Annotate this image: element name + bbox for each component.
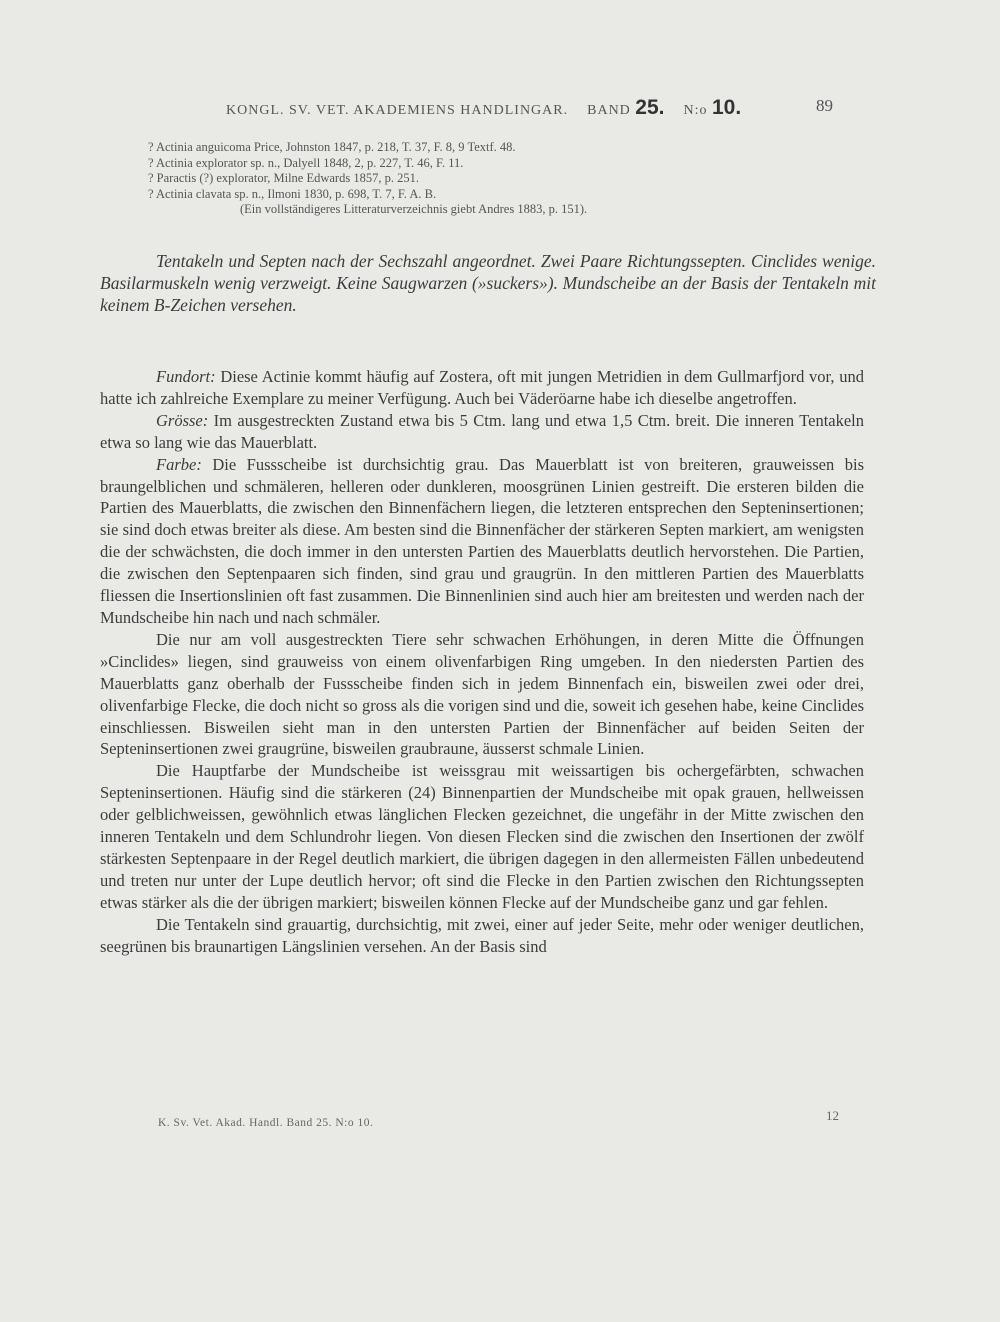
body-text bbox=[100, 366, 864, 957]
farbe-text: Die Fussscheibe ist durchsichtig grau. Das Mauerblatt ist von breiteren, grauweissen bis braungelblichen und schmäleren, helleren oder dunkleren, moosgrünen Linien gestreift. Die ersteren bilden die Partien des Mauerblatts, die zwischen den Binnenfächern liegen, die letzteren entsprechen den Septeninsertionen; sie sind doch etwas breiter als diese. Am besten sind die Binnenfächer der stärkeren Septen markiert, am wenigsten die der schwächsten, die doch immer in den untersten Partien des Mauerblatts deutlich hervorstehen. Die Partien, die zwischen den Septenpaaren sich finden, sind grau und graugrün. In den mittleren Partien des Mauerblatts fliessen die Insertionslinien oft fast zusammen. Die Binnenlinien sind auch hier am breitesten und werden nach der Mundscheibe hin nach und nach schmäler. bbox=[100, 454, 865, 627]
paragraph-mundscheibe: Die Hauptfarbe der Mundscheibe ist weissgrau mit weissartigen bis ochergefärbten, schwachen Septeninsertionen. Häufig sind die stärkeren (24) Binnenpartien der Mundscheibe mit opak grauen, hellweissen oder gelblichweissen, gewöhnlich etwas länglichen Flecken gezeichnet, die ungefähr in der Mitte zwischen den inneren Tentakeln und dem Schlundrohr liegen. Von diesen Flecken sind die zwischen den Insertionen der zwölf stärkesten Septenpaare in der Regel deutlich markiert, die übrigen dagegen in den allermeisten Fällen unbedeutend und treten nur unter der Lupe deutlich hervor; oft sind die Flecke in den Partien zwischen den Richtungssepten etwas stärker als die der übrigen markiert; bisweilen können Flecke auf der Mundscheibe ganz und gar fehlen. bbox=[100, 761, 864, 912]
footer-citation: K. Sv. Vet. Akad. Handl. Band 25. N:o 10. bbox=[158, 1117, 374, 1129]
fundort-text: Diese Actinie kommt häufig auf Zostera, oft mit jungen Metridien in dem Gullmarfjord vor, und hatte ich zahlreiche Exemplare zu meiner Verfügung. Auch bei Väderöarne habe ich dieselbe angetroffen. bbox=[100, 367, 864, 408]
diagnosis-text: Tentakeln und Septen nach der Sechszahl angeordnet. Zwei Paare Richtungssepten. Cinclides wenige. Basilarmuskeln wenig verzweigt. Keine Saugwarzen (»suckers»). Mundscheibe an der Basis der Tentakeln mit keinem B-Zeichen versehen. bbox=[100, 251, 876, 315]
synonymy-entry: ? Actinia explorator sp. n., Dalyell 1848, 2, p. 227, T. 46, F. 11. bbox=[148, 155, 464, 170]
band-label: BAND bbox=[587, 103, 631, 118]
diagnosis bbox=[100, 250, 876, 316]
farbe-label: Farbe: bbox=[156, 454, 202, 474]
page-number: 89 bbox=[816, 96, 833, 115]
number-label: N:o bbox=[683, 103, 708, 118]
synonymy-entry: ? Actinia clavata sp. n., Ilmoni 1830, p. 698, T. 7, F. A. B. bbox=[148, 186, 437, 201]
literature-reference: (Ein vollständigeres Litteraturverzeichnis giebt Andres 1883, p. 151). bbox=[240, 202, 588, 216]
paragraph-groesse bbox=[100, 410, 864, 454]
running-head bbox=[226, 96, 826, 120]
synonymy-entry: ? Actinia anguicoma Price, Johnston 1847, p. 218, T. 37, F. 8, 9 Textf. 48. bbox=[148, 140, 516, 154]
journal-title: KONGL. SV. VET. AKADEMIENS HANDLINGAR. bbox=[226, 103, 569, 118]
paragraph-farbe bbox=[100, 454, 864, 629]
paragraph-tentakeln: Die Tentakeln sind grauartig, durchsichtig, mit zwei, einer auf jeder Seite, mehr oder weniger deutlichen, seegrünen bis braunartigen Längslinien versehen. An der Basis sind bbox=[100, 914, 864, 956]
number-value: 10. bbox=[712, 96, 742, 119]
paragraph-cinclides: Die nur am voll ausgestreckten Tiere sehr schwachen Erhöhungen, in deren Mitte die Öffnungen »Cinclides» liegen, sind grauweiss von einem olivenfarbigen Ring umgeben. In den niedersten Partien des Mauerblatts ganz oberhalb der Fussscheibe finden sich in jedem Binnenfach ein, bisweilen zwei oder drei, olivenfarbige Flecke, die doch nicht so gross als die vorigen sind und die, soweit ich gesehen habe, keine Cinclides einschliessen. Bisweilen sieht man in den untersten Partien der Binnenfächer auf beiden Seiten der Septeninsertionen zwei graugrüne, bisweilen graubraune, äusserst schmale Linien. bbox=[100, 629, 864, 759]
fundort-label: Fundort: bbox=[156, 367, 216, 386]
synonymy-list bbox=[148, 140, 868, 218]
band-number: 25. bbox=[635, 96, 665, 119]
paragraph-fundort bbox=[100, 366, 864, 410]
groesse-text: Im ausgestreckten Zustand etwa bis 5 Ctm. lang und etwa 1,5 Ctm. breit. Die inneren Tentakeln etwa so lang wie das Mauerblatt. bbox=[100, 410, 865, 452]
synonymy-entry: ? Paractis (?) explorator, Milne Edwards 1857, p. 251. bbox=[148, 171, 419, 185]
signature-mark: 12 bbox=[826, 1108, 839, 1123]
groesse-label: Grösse: bbox=[156, 410, 209, 430]
